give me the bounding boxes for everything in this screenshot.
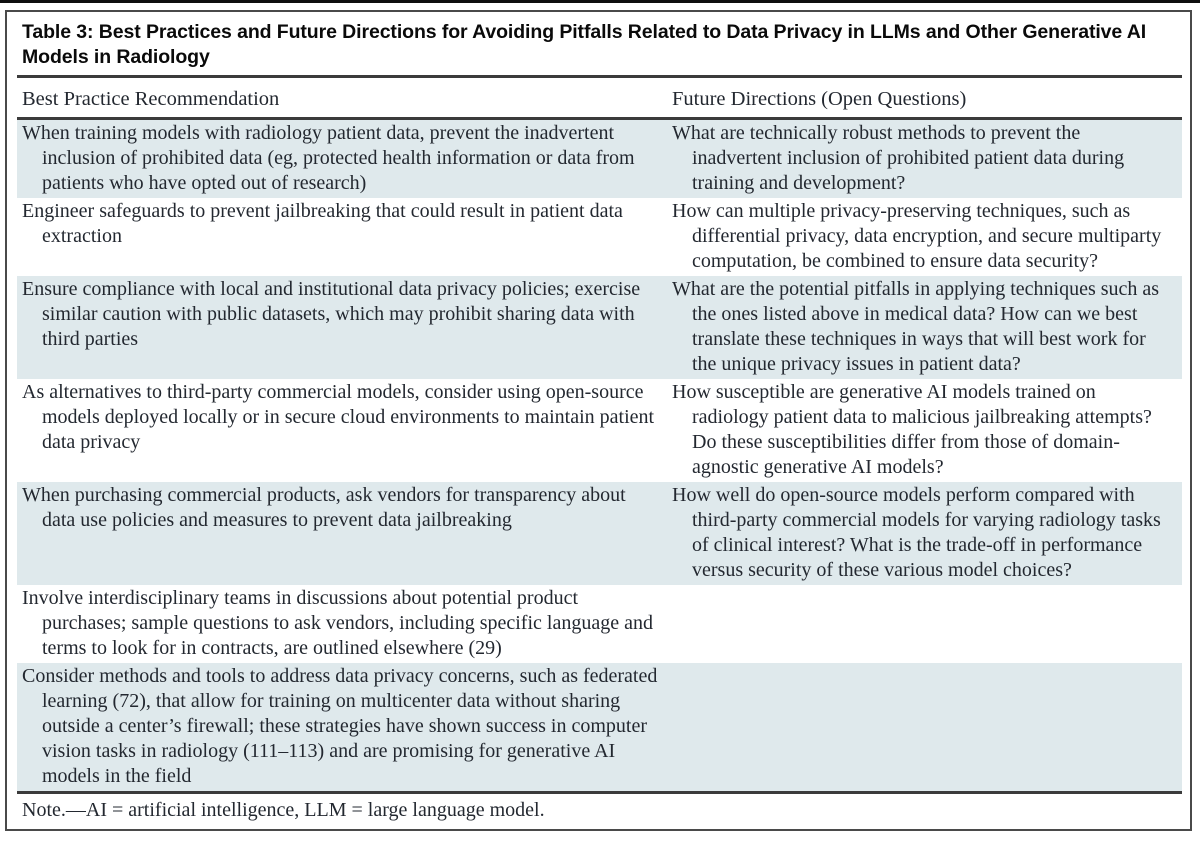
column-header-label: Best Practice Recommendation (22, 88, 280, 110)
future-direction-cell (667, 198, 1182, 276)
future-direction-cell (667, 120, 1182, 198)
future-direction-text: How well do open-source models perform compared with third-party commercial models for varying radiology tasks of clinical interest? What is the trade-off in performance versus security of these various model choices? (672, 484, 1161, 581)
best-practice-cell (17, 198, 667, 276)
best-practice-cell (17, 379, 667, 482)
future-direction-cell (667, 482, 1182, 585)
table-header-row (17, 78, 1182, 117)
table-row (17, 120, 1182, 198)
best-practice-cell (17, 482, 667, 585)
table-note: Note.—AI = artificial intelligence, LLM = large language model. (22, 799, 545, 821)
best-practice-text: Involve interdisciplinary teams in discussions about potential product purchases; sample questions to ask vendors, including specific language and terms to look for in contracts, are outlined elsewhere (29) (22, 587, 653, 659)
best-practice-text: As alternatives to third-party commercial models, consider using open-source models deployed locally or in secure cloud environments to maintain patient data privacy (22, 381, 655, 453)
best-practice-text: Consider methods and tools to address data privacy concerns, such as federated learning (72), that allow for training on multicenter data without sharing outside a center’s firewall; these strategies have shown success in computer vision tasks in radiology (111–113) and are promising for generative AI models in the field (22, 665, 658, 787)
best-practice-cell (17, 276, 667, 379)
future-direction-cell (667, 276, 1182, 379)
best-practice-text: Engineer safeguards to prevent jailbreaking that could result in patient data extraction (22, 200, 623, 247)
future-direction-cell (667, 585, 1182, 663)
table-frame (5, 10, 1192, 831)
best-practice-cell (17, 585, 667, 663)
column-header-label: Future Directions (Open Questions) (672, 88, 967, 110)
table-row (17, 198, 1182, 276)
future-direction-text: What are technically robust methods to prevent the inadvertent inclusion of prohibited patient data during training and development? (672, 122, 1125, 194)
best-practice-cell (17, 120, 667, 198)
table-title: Table 3: Best Practices and Future Directions for Avoiding Pitfalls Related to Data Privacy in LLMs and Other Generative AI Models in Radiology (22, 21, 1147, 68)
best-practice-text: Ensure compliance with local and institutional data privacy policies; exercise similar caution with public datasets, which may prohibit sharing data with third parties (22, 278, 641, 350)
future-direction-text: How susceptible are generative AI models trained on radiology patient data to malicious jailbreaking attempts? Do these susceptibilities differ from those of domain-agnostic generative AI models? (672, 381, 1152, 478)
column-header-best-practice (17, 78, 667, 117)
future-direction-text: How can multiple privacy-preserving techniques, such as differential privacy, data encryption, and secure multiparty computation, be combined to ensure data security? (672, 200, 1162, 272)
page-top-rule (0, 0, 1200, 3)
future-direction-text: What are the potential pitfalls in applying techniques such as the ones listed above in medical data? How can we best translate these techniques in ways that will best work for the unique privacy issues in patient data? (672, 278, 1160, 375)
best-practice-text: When training models with radiology patient data, prevent the inadvertent inclusion of prohibited data (eg, protected health information or data from patients who have opted out of research) (22, 122, 635, 194)
table-row (17, 663, 1182, 791)
table-row (17, 276, 1182, 379)
best-practice-text: When purchasing commercial products, ask vendors for transparency about data use policies and measures to prevent data jailbreaking (22, 484, 626, 531)
column-header-future-directions (667, 78, 1182, 117)
table-row (17, 379, 1182, 482)
table-row (17, 482, 1182, 585)
table-row (17, 585, 1182, 663)
future-direction-cell (667, 379, 1182, 482)
best-practice-cell (17, 663, 667, 791)
future-direction-cell (667, 663, 1182, 791)
